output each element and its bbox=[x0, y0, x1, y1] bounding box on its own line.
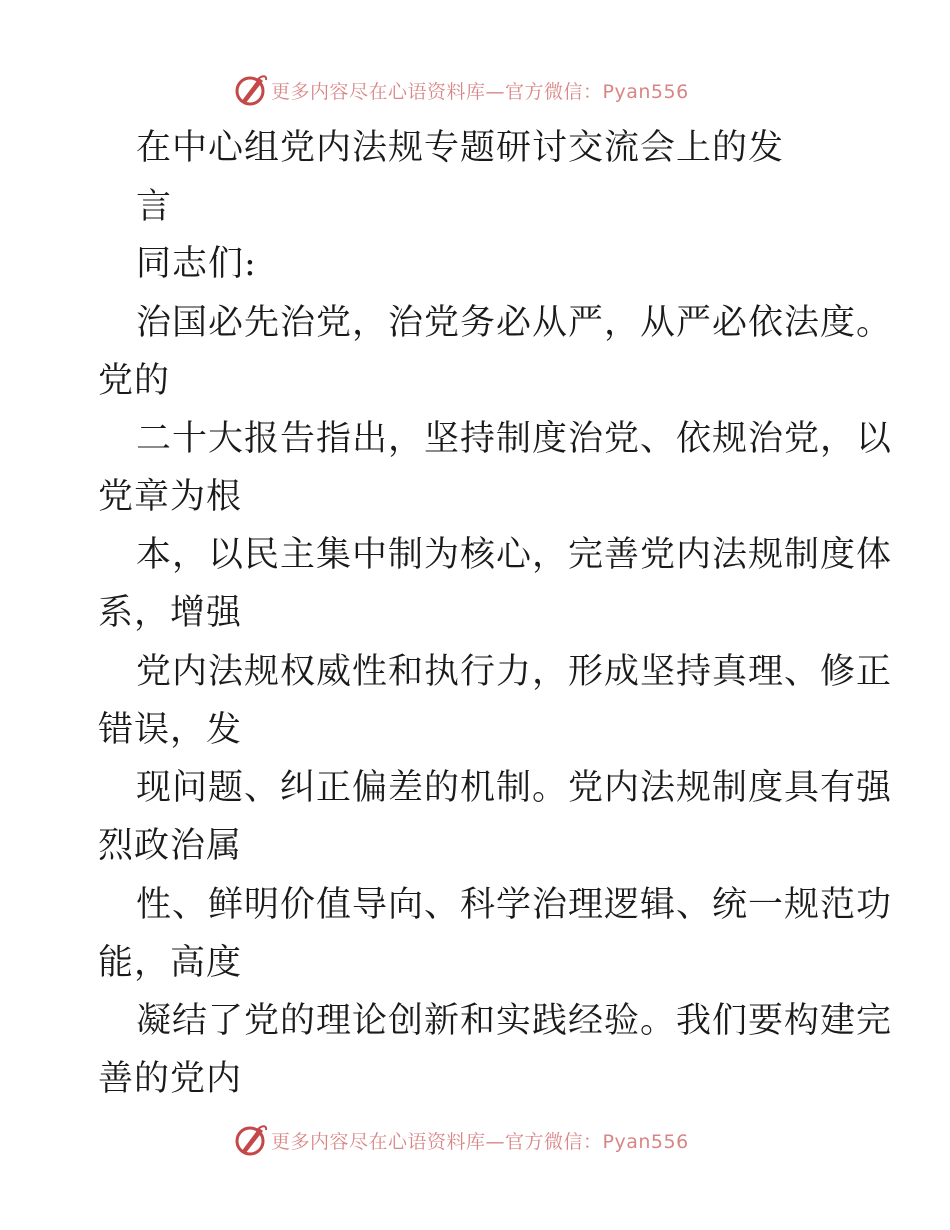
watermark-text: 更多内容尽在心语资料库—官方微信：Pyan556 bbox=[271, 1130, 689, 1153]
paragraph-line: 系，增强 bbox=[98, 593, 243, 633]
paragraph-line: 现问题、纠正偏差的机制。党内法规制度具有强 bbox=[136, 768, 893, 808]
watermark-text: 更多内容尽在心语资料库—官方微信：Pyan556 bbox=[271, 80, 689, 103]
paragraph-line: 烈政治属 bbox=[98, 826, 243, 866]
paragraph-line: 能，高度 bbox=[98, 943, 243, 983]
paragraph-line: 本，以民主集中制为核心，完善党内法规制度体 bbox=[136, 535, 893, 575]
paragraph-line: 二十大报告指出，坚持制度治党、依规治党，以 bbox=[136, 419, 893, 459]
paragraph-line: 错误，发 bbox=[98, 710, 243, 750]
salutation: 同志们: bbox=[136, 244, 257, 284]
paragraph-line: 治国必先治党，治党务必从严，从严必依法度。 bbox=[136, 303, 893, 343]
paragraph-line: 党内法规权威性和执行力，形成坚持真理、修正 bbox=[136, 652, 893, 692]
footer-watermark bbox=[233, 1122, 689, 1158]
paragraph-line: 凝结了党的理论创新和实践经验。我们要构建完 bbox=[136, 1001, 893, 1041]
paragraph-line: 党章为根 bbox=[98, 477, 243, 517]
document-title: 在中心组党内法规专题研讨交流会上的发 bbox=[136, 128, 785, 168]
document-title-continued: 言 bbox=[136, 187, 173, 227]
header-watermark bbox=[233, 72, 689, 108]
quill-pen-icon bbox=[233, 72, 269, 108]
paragraph-line: 党的 bbox=[98, 361, 171, 401]
paragraph-line: 性、鲜明价值导向、科学治理逻辑、统一规范功 bbox=[136, 885, 893, 925]
paragraph-line: 善的党内 bbox=[98, 1059, 243, 1099]
quill-pen-icon bbox=[233, 1122, 269, 1158]
